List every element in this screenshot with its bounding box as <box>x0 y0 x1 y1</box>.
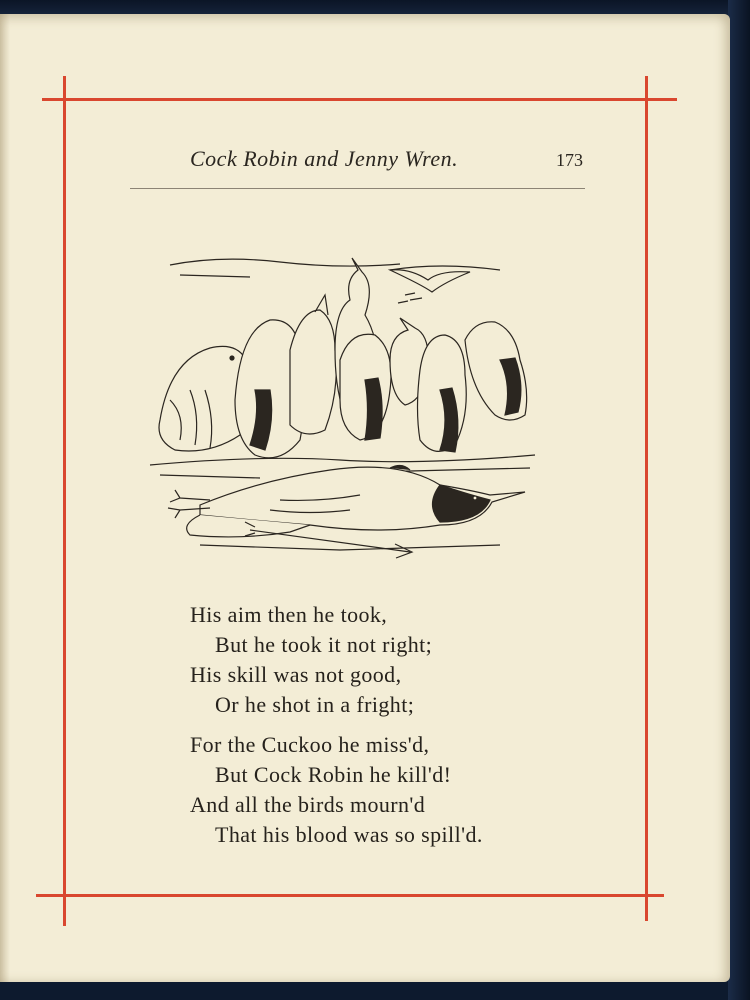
poem-line: But he took it not right; <box>215 632 433 657</box>
poem-line: His aim then he took, <box>190 602 388 627</box>
border-rule-top <box>42 98 677 101</box>
engraving-birds-mourning-dead-robin-icon <box>140 240 540 570</box>
header-divider <box>130 188 585 189</box>
poem-line: But Cock Robin he kill'd! <box>215 762 452 787</box>
poem-line: His skill was not good, <box>190 662 402 687</box>
border-rule-left <box>63 76 66 926</box>
book-binding-edge <box>728 0 750 1000</box>
poem-line: Or he shot in a fright; <box>215 692 415 717</box>
stanza-break <box>190 720 610 730</box>
poem <box>190 600 610 850</box>
running-title: Cock Robin and Jenny Wren. <box>190 146 459 171</box>
poem-line: That his blood was so spill'd. <box>215 822 483 847</box>
poem-line: And all the birds mourn'd <box>190 792 426 817</box>
border-rule-right <box>645 76 648 921</box>
poem-line: For the Cuckoo he miss'd, <box>190 732 430 757</box>
page-number: 173 <box>556 150 583 170</box>
border-rule-bottom <box>36 894 664 897</box>
